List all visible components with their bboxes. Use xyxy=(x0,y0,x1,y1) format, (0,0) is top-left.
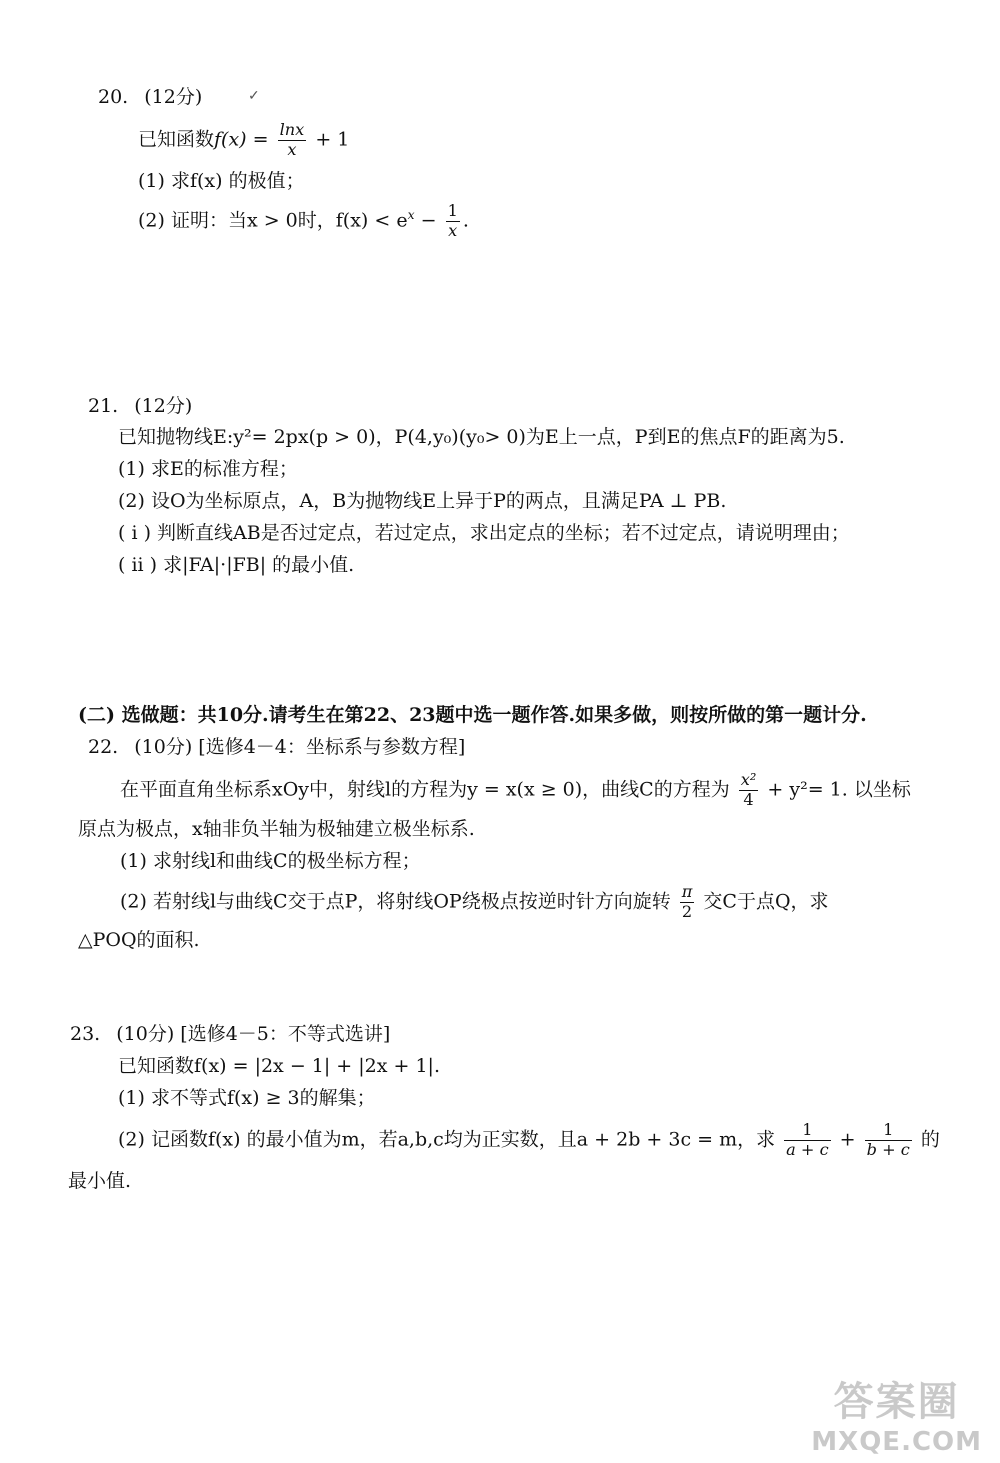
q20-frac-den: x xyxy=(287,139,297,159)
q21-header xyxy=(88,397,192,416)
q23-stem: 已知函数f(x) = |2x − 1| + |2x + 1|. xyxy=(118,1055,440,1077)
q22-line1-b: + y²= 1. 以坐标 xyxy=(767,778,911,801)
q20-part2-exp: x xyxy=(407,208,415,223)
q23-part2-a: (2) 记函数f(x) 的最小值为m，若a,b,c均为正实数，且a + 2b + 3c = m，求 xyxy=(118,1128,776,1151)
q21-part2-i: ( i ) 判断直线AB是否过定点，若过定点，求出定点的坐标；若不过定点，请说明理由； xyxy=(118,522,850,544)
q21-part2-ii: ( ii ) 求|FA|·|FB| 的最小值. xyxy=(118,554,355,576)
q22-line1 xyxy=(120,772,911,809)
q23-f2-num: 1 xyxy=(865,1122,912,1141)
q21-part1: (1) 求E的标准方程； xyxy=(118,458,298,480)
q23-header xyxy=(70,1025,390,1044)
q20-stem-tail: + 1 xyxy=(315,128,350,151)
q21-part2: (2) 设O为坐标原点，A，B为抛物线E上异于P的两点，且满足PA ⊥ PB. xyxy=(118,490,727,512)
q20-frac-num: lnx xyxy=(279,120,305,139)
watermark-logo: 答案圈 xyxy=(833,1379,960,1425)
q23-part2-fraction-2 xyxy=(865,1122,912,1159)
q22-fraction xyxy=(739,772,759,809)
q21-stem: 已知抛物线E:y²= 2px(p > 0)，P(4,y₀)(y₀> 0)为E上一点，P到E的焦点F的距离为5. xyxy=(118,426,845,448)
q21-number: 21. xyxy=(88,395,119,417)
q23-f1-num: 1 xyxy=(784,1122,830,1141)
q20-part1: (1) 求f(x) 的极值； xyxy=(138,170,305,192)
q23-part2-plus: + xyxy=(839,1128,856,1151)
q22-part2-b: 交C于点Q，求 xyxy=(703,890,829,913)
q20-part2-end: . xyxy=(462,209,469,232)
q22-header xyxy=(88,738,465,757)
q20-part2-minus: − xyxy=(420,209,437,232)
q22-part2-fraction xyxy=(680,884,695,921)
q20-points: (12分) xyxy=(144,86,203,108)
section2-header: (二) 选做题：共10分.请考生在第22、23题中选一题作答.如果多做，则按所做的第一题计分. xyxy=(78,704,867,726)
q20-part2-frac-num: 1 xyxy=(447,201,458,220)
q20-part2-fraction xyxy=(446,203,460,240)
q22-frac-den: 4 xyxy=(743,789,754,809)
q21-points: (12分) xyxy=(134,395,193,417)
q23-part2-b: 的 xyxy=(920,1128,940,1151)
q22-frac-num: x² xyxy=(740,770,757,789)
q20-part2 xyxy=(138,203,469,240)
q20-stem xyxy=(138,122,349,159)
check-mark-icon: ✓ xyxy=(248,88,260,104)
q20-stem-prefix: 已知函数 xyxy=(138,128,215,151)
q23-part2-fraction-1 xyxy=(784,1122,830,1159)
q23-f1-den: a + c xyxy=(786,1139,829,1159)
q20-header xyxy=(98,88,202,107)
q22-number: 22. xyxy=(88,736,119,758)
q23-part2 xyxy=(118,1122,940,1159)
q20-part2-frac-den: x xyxy=(448,220,458,240)
q20-part2-prefix: (2) 证明：当x > 0时，f(x) < e xyxy=(138,209,408,232)
q20-eq: = xyxy=(252,128,269,151)
q22-title: (10分) [选修4－4：坐标系与参数方程] xyxy=(134,736,466,758)
q22-part2-cont: △POQ的面积. xyxy=(78,929,200,951)
q23-f2-den: b + c xyxy=(866,1139,910,1159)
q22-line1-a: 在平面直角坐标系xOy中，射线l的方程为y = x(x ≥ 0)，曲线C的方程为 xyxy=(120,778,730,801)
q23-part2-cont: 最小值. xyxy=(68,1170,132,1192)
q23-number: 23. xyxy=(70,1023,101,1045)
q20-number: 20. xyxy=(98,86,129,108)
q22-part2-a: (2) 若射线l与曲线C交于点P，将射线OP绕极点按逆时针方向旋转 xyxy=(120,890,671,913)
q22-part2-frac-num: π xyxy=(681,882,693,901)
watermark xyxy=(811,1370,982,1457)
q22-line2: 原点为极点，x轴非负半轴为极轴建立极坐标系. xyxy=(78,818,475,840)
q22-part2-frac-den: 2 xyxy=(681,901,693,921)
q23-title: (10分) [选修4－5：不等式选讲] xyxy=(116,1023,391,1045)
q20-fraction xyxy=(278,122,307,159)
watermark-url: MXQE.COM xyxy=(811,1427,982,1457)
q23-part1: (1) 求不等式f(x) ≥ 3的解集； xyxy=(118,1087,376,1109)
q20-f-label: f(x) xyxy=(214,128,247,151)
q22-part2 xyxy=(120,884,829,921)
q22-part1: (1) 求射线l和曲线C的极坐标方程； xyxy=(120,850,421,872)
